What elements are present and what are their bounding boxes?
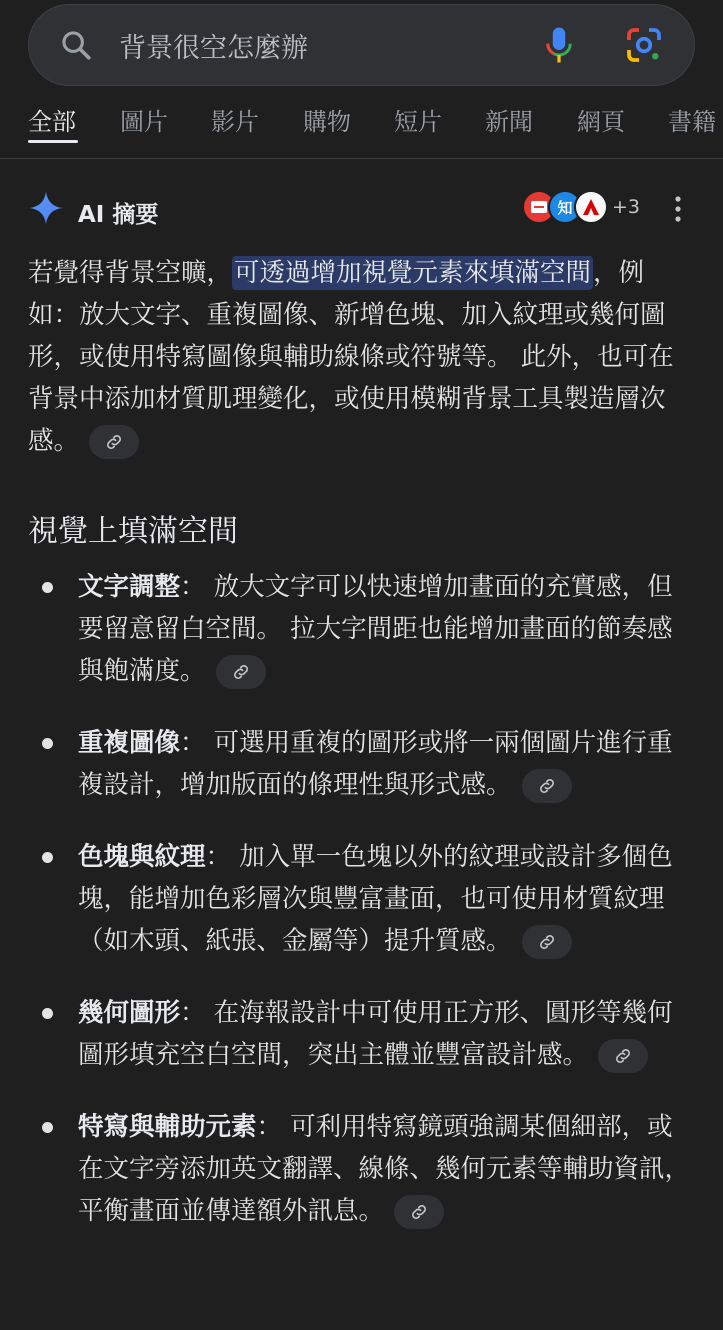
list-item [28, 836, 693, 962]
google-lens-icon[interactable] [624, 25, 664, 65]
search-tabs [0, 96, 723, 158]
more-sources-count[interactable]: +3 [612, 196, 641, 218]
bullet-separator: ： [256, 1112, 291, 1142]
ai-overview-header [28, 188, 695, 232]
citation-link-button[interactable] [522, 925, 572, 959]
link-icon [231, 662, 251, 682]
list-item [28, 992, 693, 1076]
summary-body: ，例如：放大文字、重複圖像、新增色塊、加入紋理或幾何圖形，或使用特寫圖像與輔助線條或符號等。 此外，也可在背景中添加材質肌理變化，或使用模糊背景工具製造層次感。 [28, 258, 674, 456]
bullet-text: 在海報設計中可使用正方形、圓形等幾何圖形填充空白空間，突出主體並豐富設計感。 [78, 998, 673, 1070]
citation-link-button[interactable] [89, 425, 139, 459]
link-icon [537, 932, 557, 952]
bullet-term: 幾何圖形 [78, 998, 181, 1028]
bullet-term: 重複圖像 [78, 728, 181, 758]
bullet-text: 加入單一色塊以外的紋理或設計多個色塊，能增加色彩層次與豐富畫面，也可使用材質紋理（如木頭、紙張、金屬等）提升質感。 [78, 842, 673, 956]
bullet-separator: ： [180, 572, 214, 602]
bullet-dot [42, 738, 53, 749]
gemini-sparkle-icon [28, 190, 64, 226]
search-icon[interactable] [59, 28, 93, 62]
microphone-icon[interactable] [544, 25, 574, 65]
tab-books[interactable]: 書籍 [668, 108, 716, 136]
list-item [28, 566, 693, 692]
list-item [28, 1106, 693, 1232]
link-icon [409, 1202, 429, 1222]
citation-link-button[interactable] [522, 769, 572, 803]
bullet-dot [42, 852, 53, 863]
bullet-separator: ： [180, 728, 214, 758]
bullet-separator: ： [205, 842, 240, 872]
bullet-text: 可利用特寫鏡頭強調某個細部，或在文字旁添加英文翻譯、線條、幾何元素等輔助資訊，平衡畫面並傳達額外訊息。 [78, 1112, 691, 1226]
bullet-term: 特寫與輔助元素 [78, 1112, 257, 1142]
tab-news[interactable]: 新聞 [485, 108, 533, 136]
tabs-divider [0, 158, 723, 159]
tab-short-videos[interactable]: 短片 [394, 108, 442, 136]
summary-highlight[interactable]: 可透過增加視覺元素來填滿空間 [234, 258, 592, 288]
link-icon [104, 432, 124, 452]
tab-all[interactable]: 全部 [28, 108, 76, 136]
tab-shopping[interactable]: 購物 [303, 108, 351, 136]
citation-link-button[interactable] [598, 1039, 648, 1073]
link-icon [537, 776, 557, 796]
source-red-a-icon[interactable] [574, 190, 608, 224]
ai-summary-text [28, 252, 693, 462]
search-input[interactable]: 背景很空怎麼辦 [119, 32, 308, 64]
summary-intro: 若覺得背景空曠， [28, 258, 233, 288]
bullet-list [28, 566, 693, 1262]
bullet-text: 放大文字可以快速增加畫面的充實感，但要留意留白空間。 拉大字間距也能增加畫面的節奏感與飽滿度。 [78, 572, 673, 686]
bullet-separator: ： [180, 998, 214, 1028]
citation-link-button[interactable] [394, 1195, 444, 1229]
search-bar[interactable] [28, 4, 695, 86]
bullet-term: 文字調整 [78, 572, 181, 602]
bullet-dot [42, 582, 53, 593]
bullet-text: 可選用重複的圖形或將一兩個圖片進行重複設計，增加版面的條理性與形式感。 [78, 728, 673, 800]
tab-web[interactable]: 網頁 [577, 108, 625, 136]
active-tab-indicator [28, 140, 78, 143]
source-avatars[interactable] [522, 188, 642, 228]
tab-images[interactable]: 圖片 [120, 108, 168, 136]
bullet-term: 色塊與紋理 [78, 842, 206, 872]
source-zhi-icon[interactable]: 知 [548, 190, 582, 224]
list-item [28, 722, 693, 806]
bullet-dot [42, 1008, 53, 1019]
citation-link-button[interactable] [216, 655, 266, 689]
tab-videos[interactable]: 影片 [211, 108, 259, 136]
section-heading: 視覺上填滿空間 [28, 514, 238, 549]
ai-overview-title: AI 摘要 [78, 202, 159, 228]
search-bar-container [28, 4, 695, 86]
link-icon [613, 1046, 633, 1066]
bullet-dot [42, 1122, 53, 1133]
more-options-icon[interactable] [668, 192, 688, 226]
